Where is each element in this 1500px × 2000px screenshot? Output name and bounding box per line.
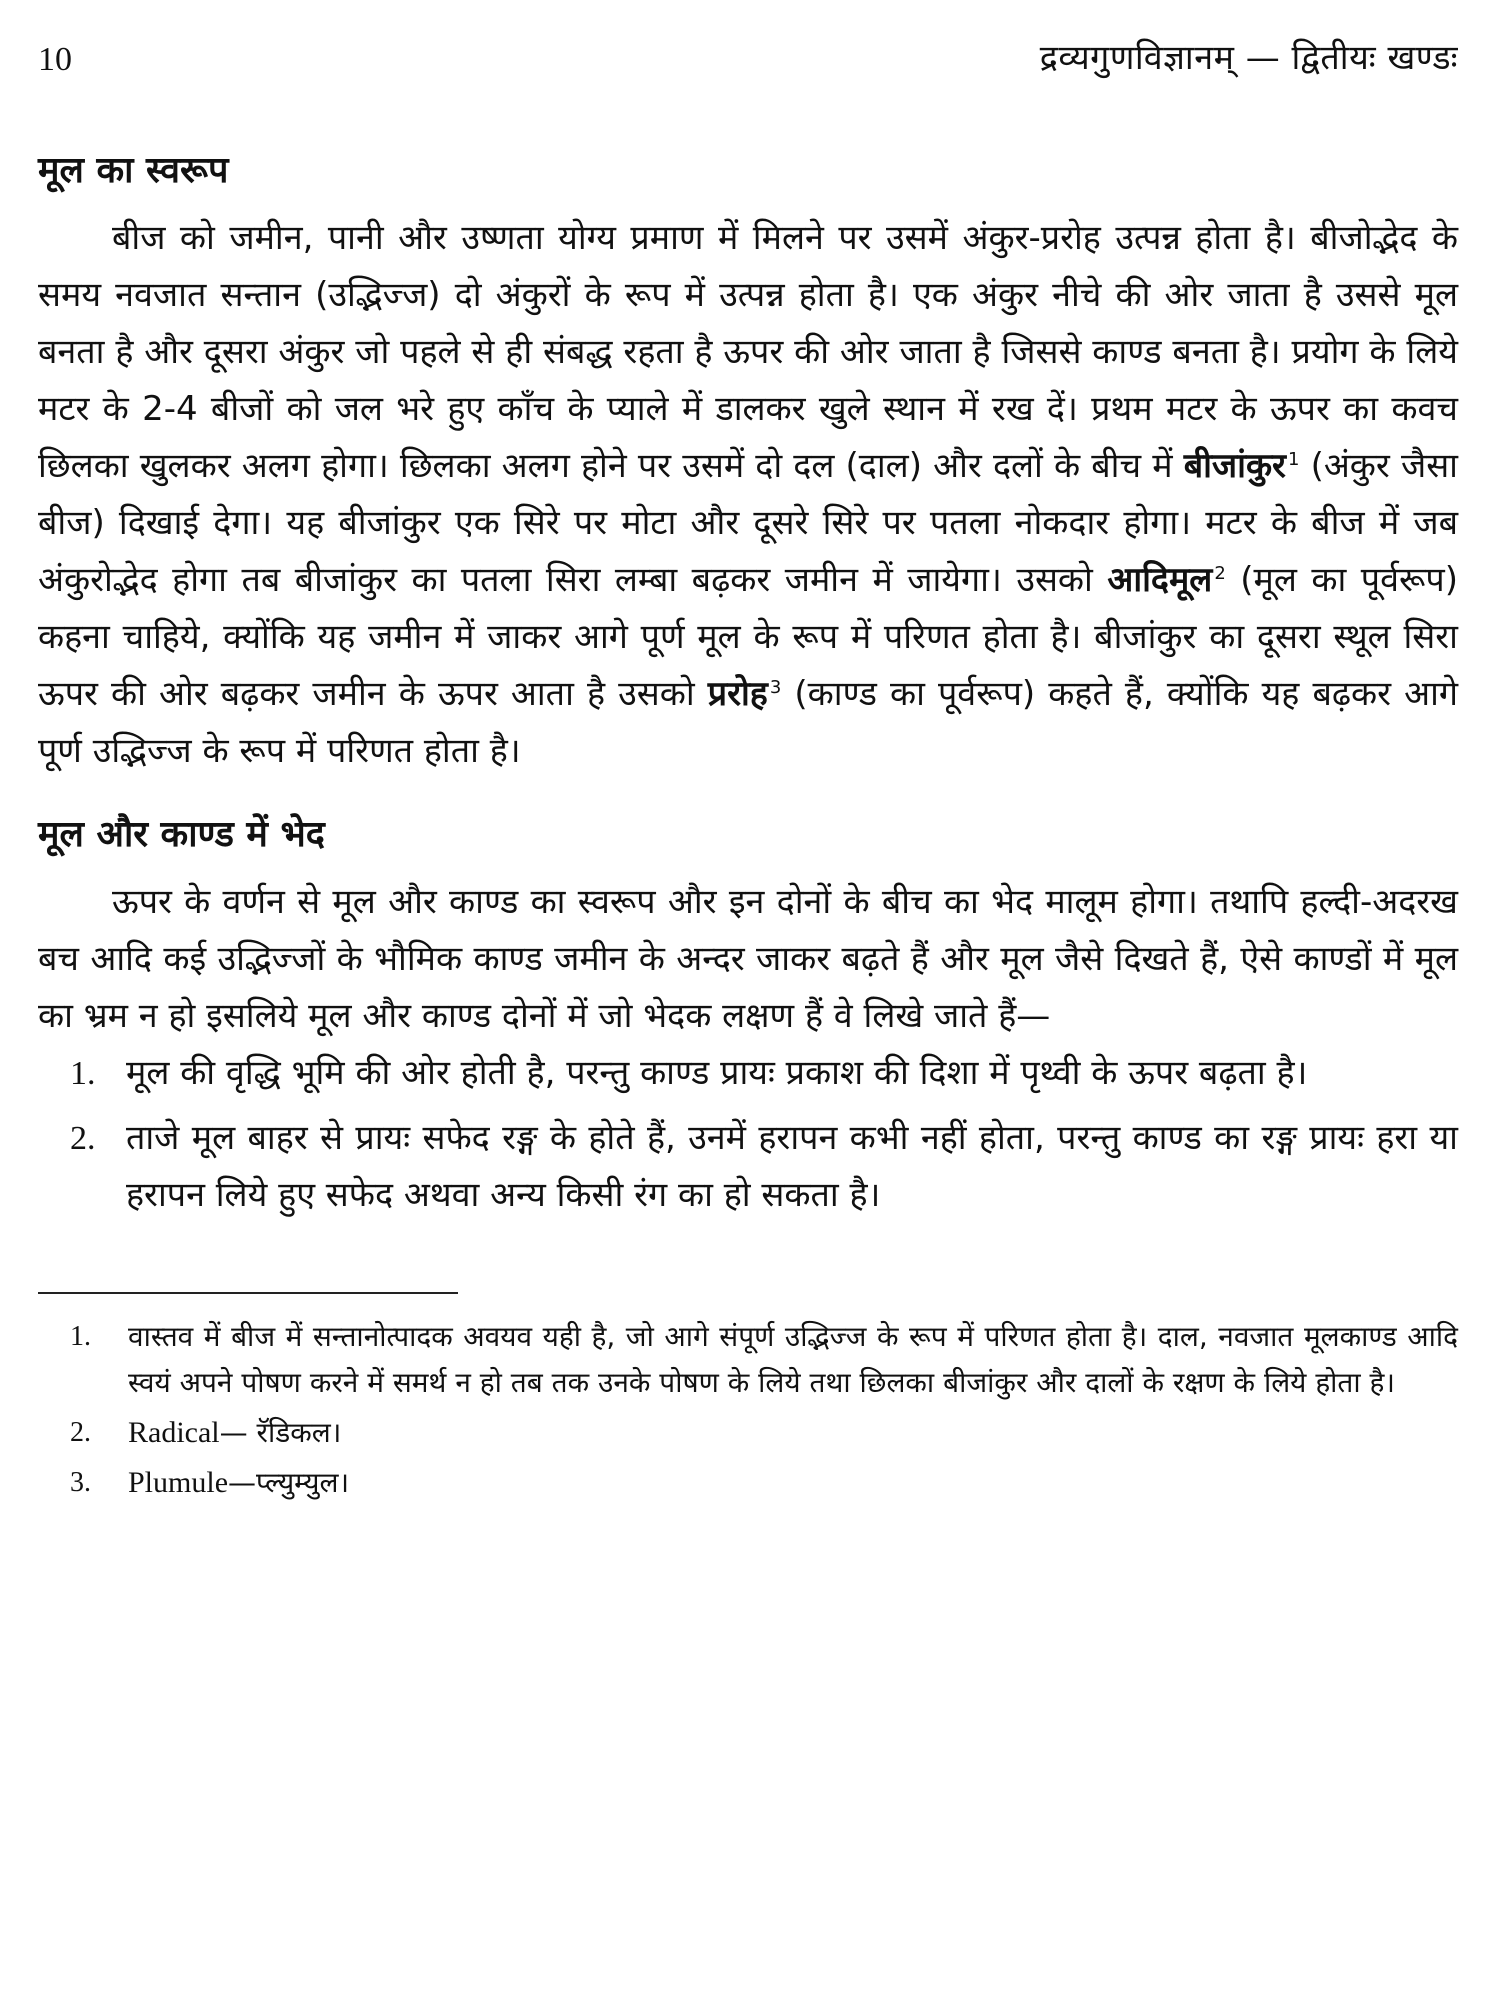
term-praroh: प्ररोह <box>707 674 768 714</box>
running-title: द्रव्यगुणविज्ञानम् — द्वितीयः खण्डः <box>1039 38 1458 78</box>
paragraph-root-form <box>38 210 1458 780</box>
footnote-latin-term: Radical <box>128 1416 220 1449</box>
list-item <box>38 1045 1458 1102</box>
page-number: 10 <box>38 41 72 78</box>
page-header <box>38 38 1458 90</box>
footnote-number: 2. <box>70 1417 91 1448</box>
section-heading-root-stem-difference: मूल और काण्ड में भेद <box>38 814 325 855</box>
footnote-latin-term: Plumule <box>128 1466 229 1499</box>
paragraph-text: (अंकुर जैसा बीज) दिखाई देगा। यह बीजांकुर एक सिरे पर मोटा और दूसरे सिरे पर पतला नोकदार होगा। मटर के बीज में जब अंकुरोद्भेद होगा तब बीजांकुर का पतला सिरा लम्बा बढ़कर जमीन में जायेगा। उसको <box>38 446 1458 600</box>
term-bijankur: बीजांकुर <box>1183 446 1286 486</box>
paragraph-text: बीज को जमीन, पानी और उष्णता योग्य प्रमाण में मिलने पर उसमें अंकुर-प्ररोह उत्पन्न होता है। बीजोद्भेद के समय नवजात सन्तान (उद्भिज्ज) दो अंकुरों के रूप में उत्पन्न होता है। एक अंकुर नीचे की ओर जाता है उससे मूल बनता है और दूसरा अंकुर जो पहले से ही संबद्ध रहता है ऊपर की ओर जाता है जिससे काण्ड बनता है। प्रयोग के लिये मटर के 2-4 बीजों को जल भरे हुए काँच के प्याले में डालकर खुले स्थान में रख दें। प्रथम मटर के ऊपर का कवच छिलका खुलकर अलग होगा। छिलका अलग होने पर उसमें दो दल (दाल) और दलों के बीच में <box>38 218 1458 486</box>
footnote-number: 1. <box>70 1321 91 1352</box>
footnotes <box>38 1314 1458 1506</box>
list-item-text: मूल की वृद्धि भूमि की ओर होती है, परन्तु काण्ड प्रायः प्रकाश की दिशा में पृथ्वी के ऊपर बढ़ता है। <box>126 1053 1308 1093</box>
footnote-number: 3. <box>70 1467 91 1498</box>
footnote-item <box>38 1410 1458 1456</box>
footnote-item <box>38 1314 1458 1406</box>
paragraph-root-stem-difference: ऊपर के वर्णन से मूल और काण्ड का स्वरूप और इन दोनों के बीच का भेद मालूम होगा। तथापि हल्दी-अदरख बच आदि कई उद्भिज्जों के भौमिक काण्ड जमीन के अन्दर जाकर बढ़ते हैं और मूल जैसे दिखते हैं, ऐसे काण्डों में मूल का भ्रम न हो इसलिये मूल और काण्ड दोनों में जो भेदक लक्षण हैं वे लिखे जाते हैं— <box>38 882 1458 1036</box>
list-item-number: 1. <box>70 1055 96 1092</box>
list-item-text: ताजे मूल बाहर से प्रायः सफेद रङ्ग के होते हैं, उनमें हरापन कभी नहीं होता, परन्तु काण्ड का रङ्ग प्रायः हरा या हरापन लिये हुए सफेद अथवा अन्य किसी रंग का हो सकता है। <box>126 1118 1458 1215</box>
section-heading-root-form: मूल का स्वरूप <box>38 150 229 191</box>
paragraph-text: (काण्ड का पूर्वरूप) कहते हैं, क्योंकि यह बढ़कर आगे पूर्ण उद्भिज्ज के रूप में परिणत होता है। <box>38 674 1458 771</box>
list-item-number: 2. <box>70 1120 96 1157</box>
footnote-ref-3: 3 <box>769 676 782 698</box>
difference-list <box>38 1045 1458 1224</box>
footnote-item <box>38 1460 1458 1506</box>
footnote-text: वास्तव में बीज में सन्तानोत्पादक अवयव यही है, जो आगे संपूर्ण उद्भिज्ज के रूप में परिणत होता है। दाल, नवजात मूलकाण्ड आदि स्वयं अपने पोषण करने में समर्थ न हो तब तक उनके पोषण के लिये तथा छिलका बीजांकुर और दालों के रक्षण के लिये होता है। <box>128 1320 1458 1399</box>
footnote-ref-1: 1 <box>1287 448 1300 470</box>
paragraph-text: (मूल का पूर्वरूप) कहना चाहिये, क्योंकि यह जमीन में जाकर आगे पूर्ण मूल के रूप में परिणत होता है। बीजांकुर का दूसरा स्थूल सिरा ऊपर की ओर बढ़कर जमीन के ऊपर आता है उसको <box>38 560 1459 714</box>
footnote-text: —प्ल्युम्युल। <box>228 1466 350 1499</box>
footnote-text: — रॅडिकल। <box>219 1416 342 1449</box>
term-adimool: आदिमूल <box>1107 560 1213 600</box>
footnote-ref-2: 2 <box>1214 562 1226 584</box>
list-item <box>38 1110 1458 1224</box>
footnote-divider <box>38 1292 458 1294</box>
